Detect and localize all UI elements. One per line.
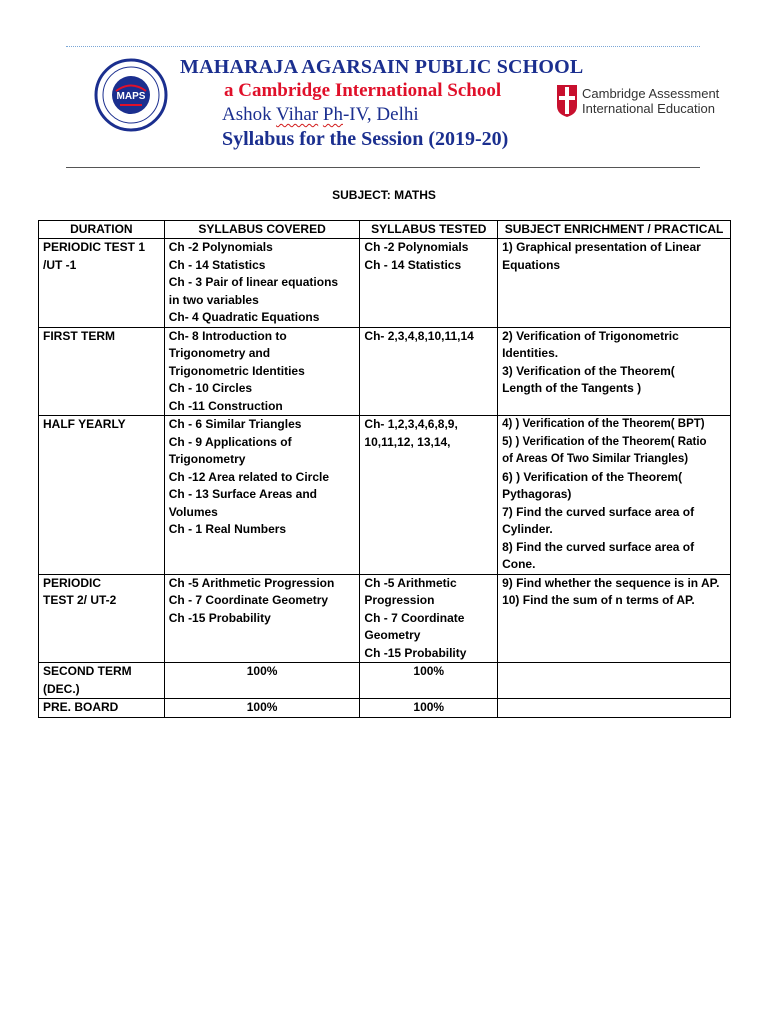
school-crest-logo: [94, 58, 168, 132]
table-row: [39, 699, 731, 718]
cell-line: 7) Find the curved surface area of: [502, 504, 695, 519]
school-subtitle: a Cambridge International School: [224, 80, 502, 101]
address-part: Vihar: [276, 104, 319, 125]
table-row: [39, 239, 731, 328]
cell-line: Ch - 1 Real Numbers: [168, 522, 287, 536]
cell-line: Trigonometry: [168, 452, 246, 466]
cell-line: Ch -2 Polynomials: [364, 240, 469, 254]
column-header: SYLLABUS COVERED: [164, 221, 360, 239]
cell-covered: [164, 574, 360, 663]
cell-line: Length of the Tangents ): [502, 381, 642, 395]
cambridge-line: International Education: [582, 101, 715, 116]
session-title: Syllabus for the Session (2019-20): [222, 128, 509, 150]
cell-line: 10) Find the sum of n terms of AP.: [502, 593, 695, 607]
cell-line: Ch -2 Polynomials: [168, 240, 273, 254]
cell-tested: [360, 416, 498, 575]
cell-tested: [360, 699, 498, 718]
cell-tested: [360, 663, 498, 699]
cell-line: Ch- 1,2,3,4,6,8,9,: [364, 417, 458, 431]
cell-covered: [164, 416, 360, 575]
cell-line: Cone.: [502, 557, 536, 571]
column-header: SUBJECT ENRICHMENT / PRACTICAL: [498, 221, 731, 239]
table-header-row: [39, 221, 731, 239]
cell-line: Ch - 7 Coordinate: [364, 610, 465, 625]
cell-tested: [360, 327, 498, 416]
cell-covered: [164, 663, 360, 699]
cell-line: PERIODIC TEST 1: [43, 240, 146, 254]
cell-line: Ch - 6 Similar Triangles: [168, 417, 302, 431]
table-row: [39, 574, 731, 663]
cell-line: SECOND TERM: [43, 664, 132, 678]
cell-line: 100%: [413, 700, 445, 714]
cell-line: 5) ) Verification of the Theorem( Ratio: [502, 435, 707, 448]
table-row: [39, 663, 731, 699]
table-row: [39, 327, 731, 416]
cambridge-assessment-logo-text: [582, 86, 719, 116]
cell-line: Ch -15 Probability: [364, 645, 467, 660]
cell-line: Ch - 13 Surface Areas and: [168, 487, 318, 501]
cell-covered: [164, 327, 360, 416]
cell-line: Ch -5 Arithmetic: [364, 575, 457, 590]
cell-covered: [164, 239, 360, 328]
cell-tested: [360, 574, 498, 663]
cell-enrichment: [498, 699, 731, 718]
cell-line: Equations: [502, 257, 561, 272]
cell-line: Identities.: [502, 346, 559, 360]
cell-duration: [39, 239, 165, 328]
cell-line: Geometry: [364, 628, 421, 642]
cell-line: 100%: [246, 664, 278, 678]
syllabus-table: [38, 220, 731, 718]
logo-text: MAPS: [116, 91, 146, 102]
cell-duration: [39, 699, 165, 718]
cell-line: HALF YEARLY: [43, 417, 126, 431]
cell-line: (DEC.): [43, 681, 80, 696]
cell-line: 4) ) Verification of the Theorem( BPT): [502, 418, 705, 430]
cell-duration: [39, 574, 165, 663]
cell-line: of Areas Of Two Similar Triangles): [502, 453, 689, 465]
cell-tested: [360, 239, 498, 328]
cell-enrichment: [498, 327, 731, 416]
header-divider: [66, 167, 700, 168]
table-row: [39, 416, 731, 575]
cell-duration: [39, 327, 165, 416]
cell-enrichment: [498, 574, 731, 663]
cell-line: Ch- 4 Quadratic Equations: [168, 310, 320, 324]
cell-line: Ch - 7 Coordinate Geometry: [168, 593, 329, 607]
cell-enrichment: [498, 239, 731, 328]
cell-line: Ch - 3 Pair of linear equations: [168, 275, 339, 289]
cell-line: Volumes: [168, 504, 218, 519]
cell-line: 2) Verification of Trigonometric: [502, 328, 679, 343]
cell-line: Cylinder.: [502, 522, 553, 536]
cell-line: Trigonometric Identities: [168, 363, 305, 378]
cell-covered: [164, 699, 360, 718]
subject-heading: SUBJECT: MATHS: [332, 188, 436, 202]
cell-enrichment: [498, 416, 731, 575]
cell-line: 8) Find the curved surface area of: [502, 539, 695, 554]
school-address: [222, 104, 419, 126]
cell-line: /UT -1: [43, 257, 77, 272]
cell-line: 100%: [246, 700, 278, 714]
address-part: Ashok: [222, 104, 277, 125]
cell-line: 10,11,12, 13,14,: [364, 434, 451, 449]
address-part: -IV, Delhi: [342, 104, 419, 125]
address-part: Ph: [322, 104, 343, 125]
cell-line: Ch - 14 Statistics: [364, 257, 462, 272]
cell-line: 100%: [413, 664, 445, 678]
cell-line: Progression: [364, 593, 435, 607]
cell-line: Ch -11 Construction: [168, 398, 283, 413]
cell-line: Ch - 10 Circles: [168, 381, 253, 395]
column-header: DURATION: [39, 221, 165, 239]
cell-line: Ch- 2,3,4,8,10,11,14: [364, 328, 474, 343]
cell-duration: [39, 416, 165, 575]
cell-line: Ch- 8 Introduction to: [168, 328, 287, 343]
cell-line: 6) ) Verification of the Theorem(: [502, 469, 683, 484]
cell-duration: [39, 663, 165, 699]
cell-line: PRE. BOARD: [43, 700, 119, 714]
cell-line: Pythagoras): [502, 487, 572, 501]
cell-line: in two variables: [168, 292, 259, 307]
cell-line: Ch -15 Probability: [168, 610, 271, 625]
cell-line: FIRST TERM: [43, 328, 115, 343]
cell-line: 3) Verification of the Theorem(: [502, 363, 675, 378]
column-header: SYLLABUS TESTED: [360, 221, 498, 239]
cambridge-line: Cambridge Assessment: [582, 86, 720, 101]
cambridge-shield-icon: [556, 84, 578, 118]
cell-line: Ch -12 Area related to Circle: [168, 469, 330, 484]
cell-line: 1) Graphical presentation of Linear: [502, 240, 701, 254]
school-name: MAHARAJA AGARSAIN PUBLIC SCHOOL: [180, 56, 584, 78]
cell-line: Ch -5 Arithmetic Progression: [168, 575, 335, 590]
cell-line: TEST 2/ UT-2: [43, 593, 117, 607]
cell-line: 9) Find whether the sequence is in AP.: [502, 575, 720, 590]
cell-enrichment: [498, 663, 731, 699]
cell-line: Ch - 9 Applications of: [168, 434, 292, 449]
cell-line: Trigonometry and: [168, 346, 271, 360]
cell-line: PERIODIC: [43, 575, 102, 590]
top-dotted-border: [66, 46, 700, 47]
cell-line: Ch - 14 Statistics: [168, 257, 266, 272]
